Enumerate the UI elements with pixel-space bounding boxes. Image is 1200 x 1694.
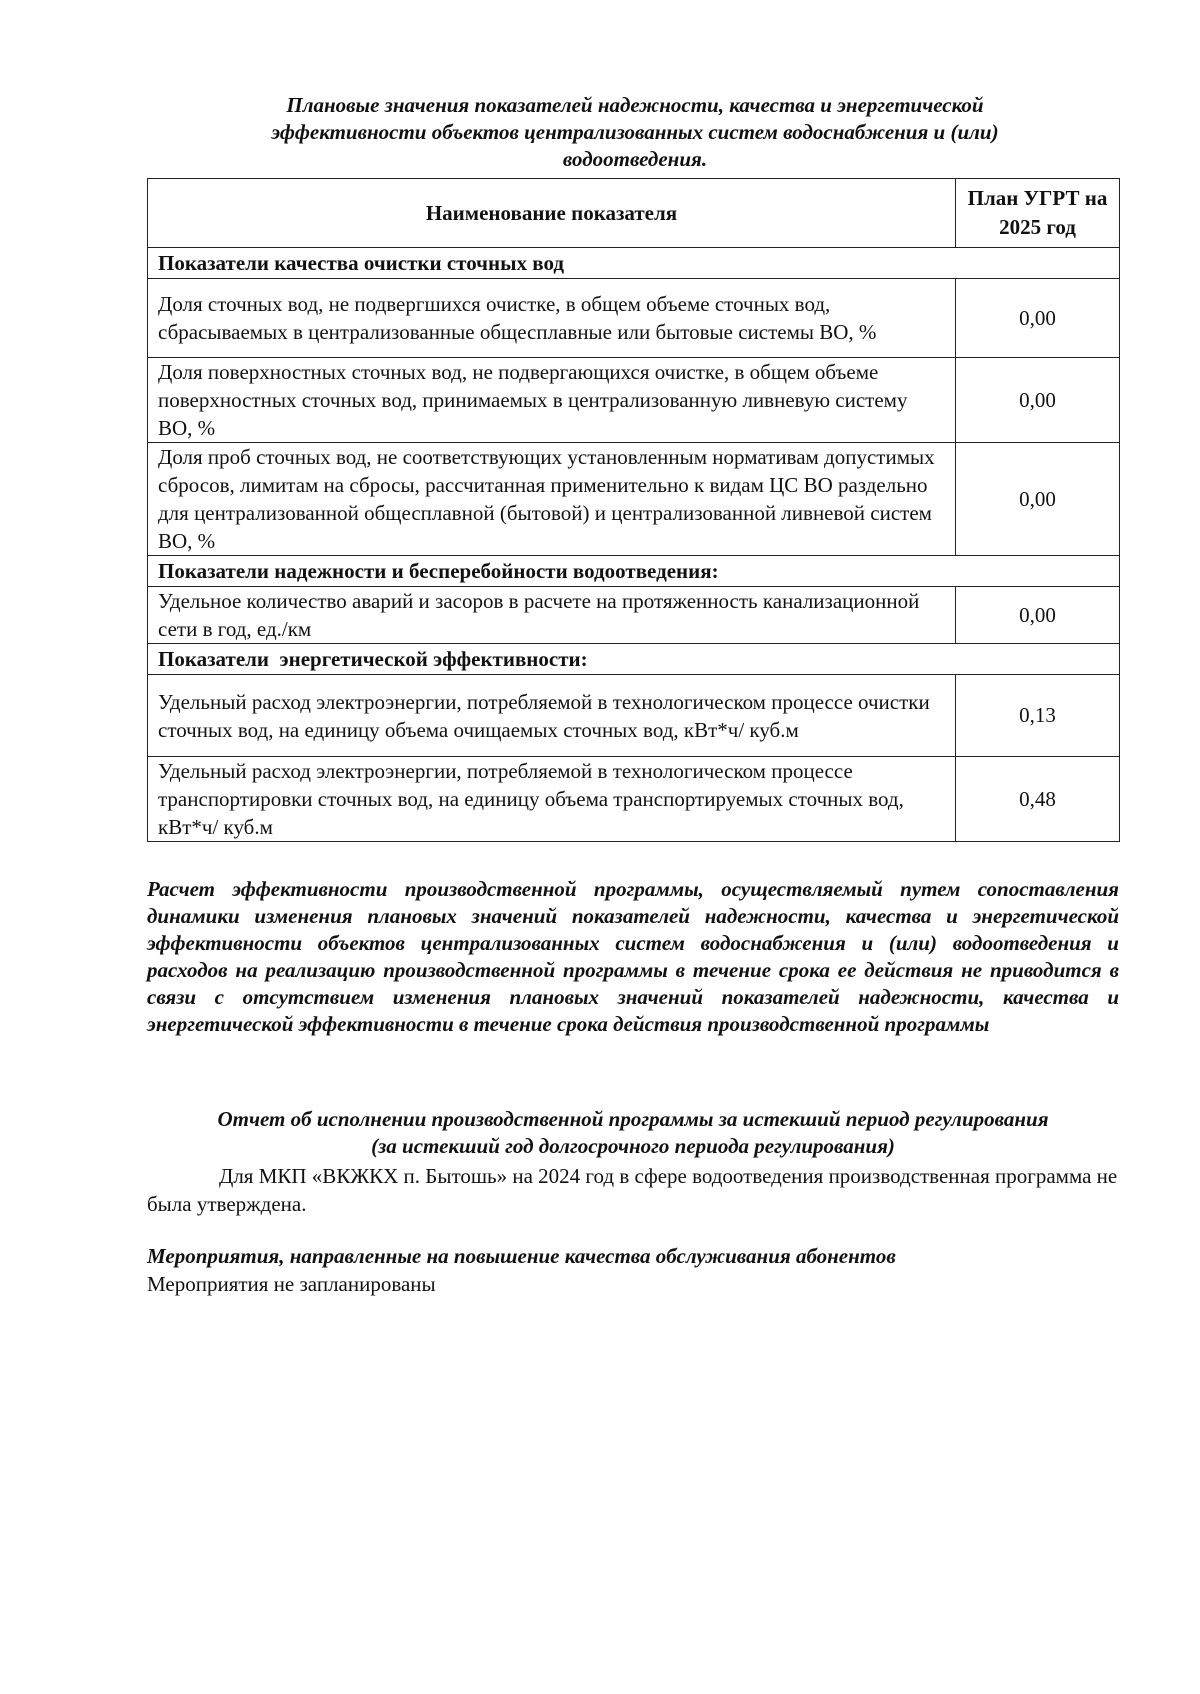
indicator-value: 0,00 — [956, 358, 1120, 443]
indicator-name: Доля сточных вод, не подвергшихся очистке, в общем объеме сточных вод, сбрасываемых в централизованные общесплавные или бытовые системы ВО, % — [148, 279, 956, 358]
indicator-name: Удельное количество аварий и засоров в расчете на протяженность канализационной сети в год, ед./км — [148, 587, 956, 644]
indicator-name: Доля поверхностных сточных вод, не подвергающихся очистке, в общем объеме поверхностных сточных вод, принимаемых в централизованную ливневую систему ВО, % — [148, 358, 956, 443]
measures-title: Мероприятия, направленные на повышение качества обслуживания абонентов — [147, 1244, 896, 1268]
document-title: Плановые значения показателей надежности, качества и энергетической эффективности объектов централизованных систем водоснабжения и (или) водоотведения. — [271, 93, 999, 171]
indicator-value: 0,00 — [956, 443, 1120, 556]
section-title-reliability: Показатели надежности и бесперебойности водоотведения: — [148, 556, 1120, 587]
indicator-value: 0,00 — [956, 279, 1120, 358]
section-row-reliability — [148, 556, 1120, 587]
indicator-name: Удельный расход электроэнергии, потребляемой в технологическом процессе транспортировки сточных вод, на единицу объема транспортируемых сточных вод, кВт*ч/ куб.м — [148, 757, 956, 842]
table-row — [148, 675, 1120, 757]
efficiency-calculation-paragraph: Расчет эффективности производственной программы, осуществляемый путем сопоставления динамики изменения плановых значений показателей надежности, качества и энергетической эффективности объектов централизованных систем водоснабжения и (или) водоотведения и расходов на реализацию производственной программы в течение срока ее действия не приводится в связи с отсутствием изменения плановых значений показателей надежности, качества и энергетической эффективности в течение срока действия производственной программы — [147, 877, 1119, 1036]
report-text: Для МКП «ВКЖКХ п. Бытошь» на 2024 год в сфере водоотведения производственная программа не была утверждена. — [147, 1164, 1118, 1216]
table-row — [148, 443, 1120, 556]
indicators-table — [147, 178, 1120, 842]
indicator-value: 0,48 — [956, 757, 1120, 842]
indicator-value: 0,13 — [956, 675, 1120, 757]
table-row — [148, 358, 1120, 443]
table-header-row — [148, 179, 1120, 248]
table-row — [148, 757, 1120, 842]
table-row — [148, 587, 1120, 644]
header-indicator-name: Наименование показателя — [148, 179, 956, 248]
section-title-quality: Показатели качества очистки сточных вод — [148, 248, 1120, 279]
section-title-energy: Показатели энергетической эффективности: — [148, 644, 1120, 675]
header-plan-2025: План УГРТ на 2025 год — [956, 179, 1120, 248]
indicator-value: 0,00 — [956, 587, 1120, 644]
measures-text: Мероприятия не запланированы — [147, 1272, 436, 1296]
report-title: Отчет об исполнении производственной программы за истекший период регулирования (за истекший год долгосрочного периода регулирования) — [217, 1107, 1049, 1158]
table-row — [148, 279, 1120, 358]
indicator-name: Доля проб сточных вод, не соответствующих установленным нормативам допустимых сбросов, лимитам на сбросы, рассчитанная применительно к видам ЦС ВО раздельно для централизованной общесплавной (бытовой) и централизованной ливневой систем ВО, % — [148, 443, 956, 556]
section-row-energy — [148, 644, 1120, 675]
section-row-quality — [148, 248, 1120, 279]
indicator-name: Удельный расход электроэнергии, потребляемой в технологическом процессе очистки сточных вод, на единицу объема очищаемых сточных вод, кВт*ч/ куб.м — [148, 675, 956, 757]
